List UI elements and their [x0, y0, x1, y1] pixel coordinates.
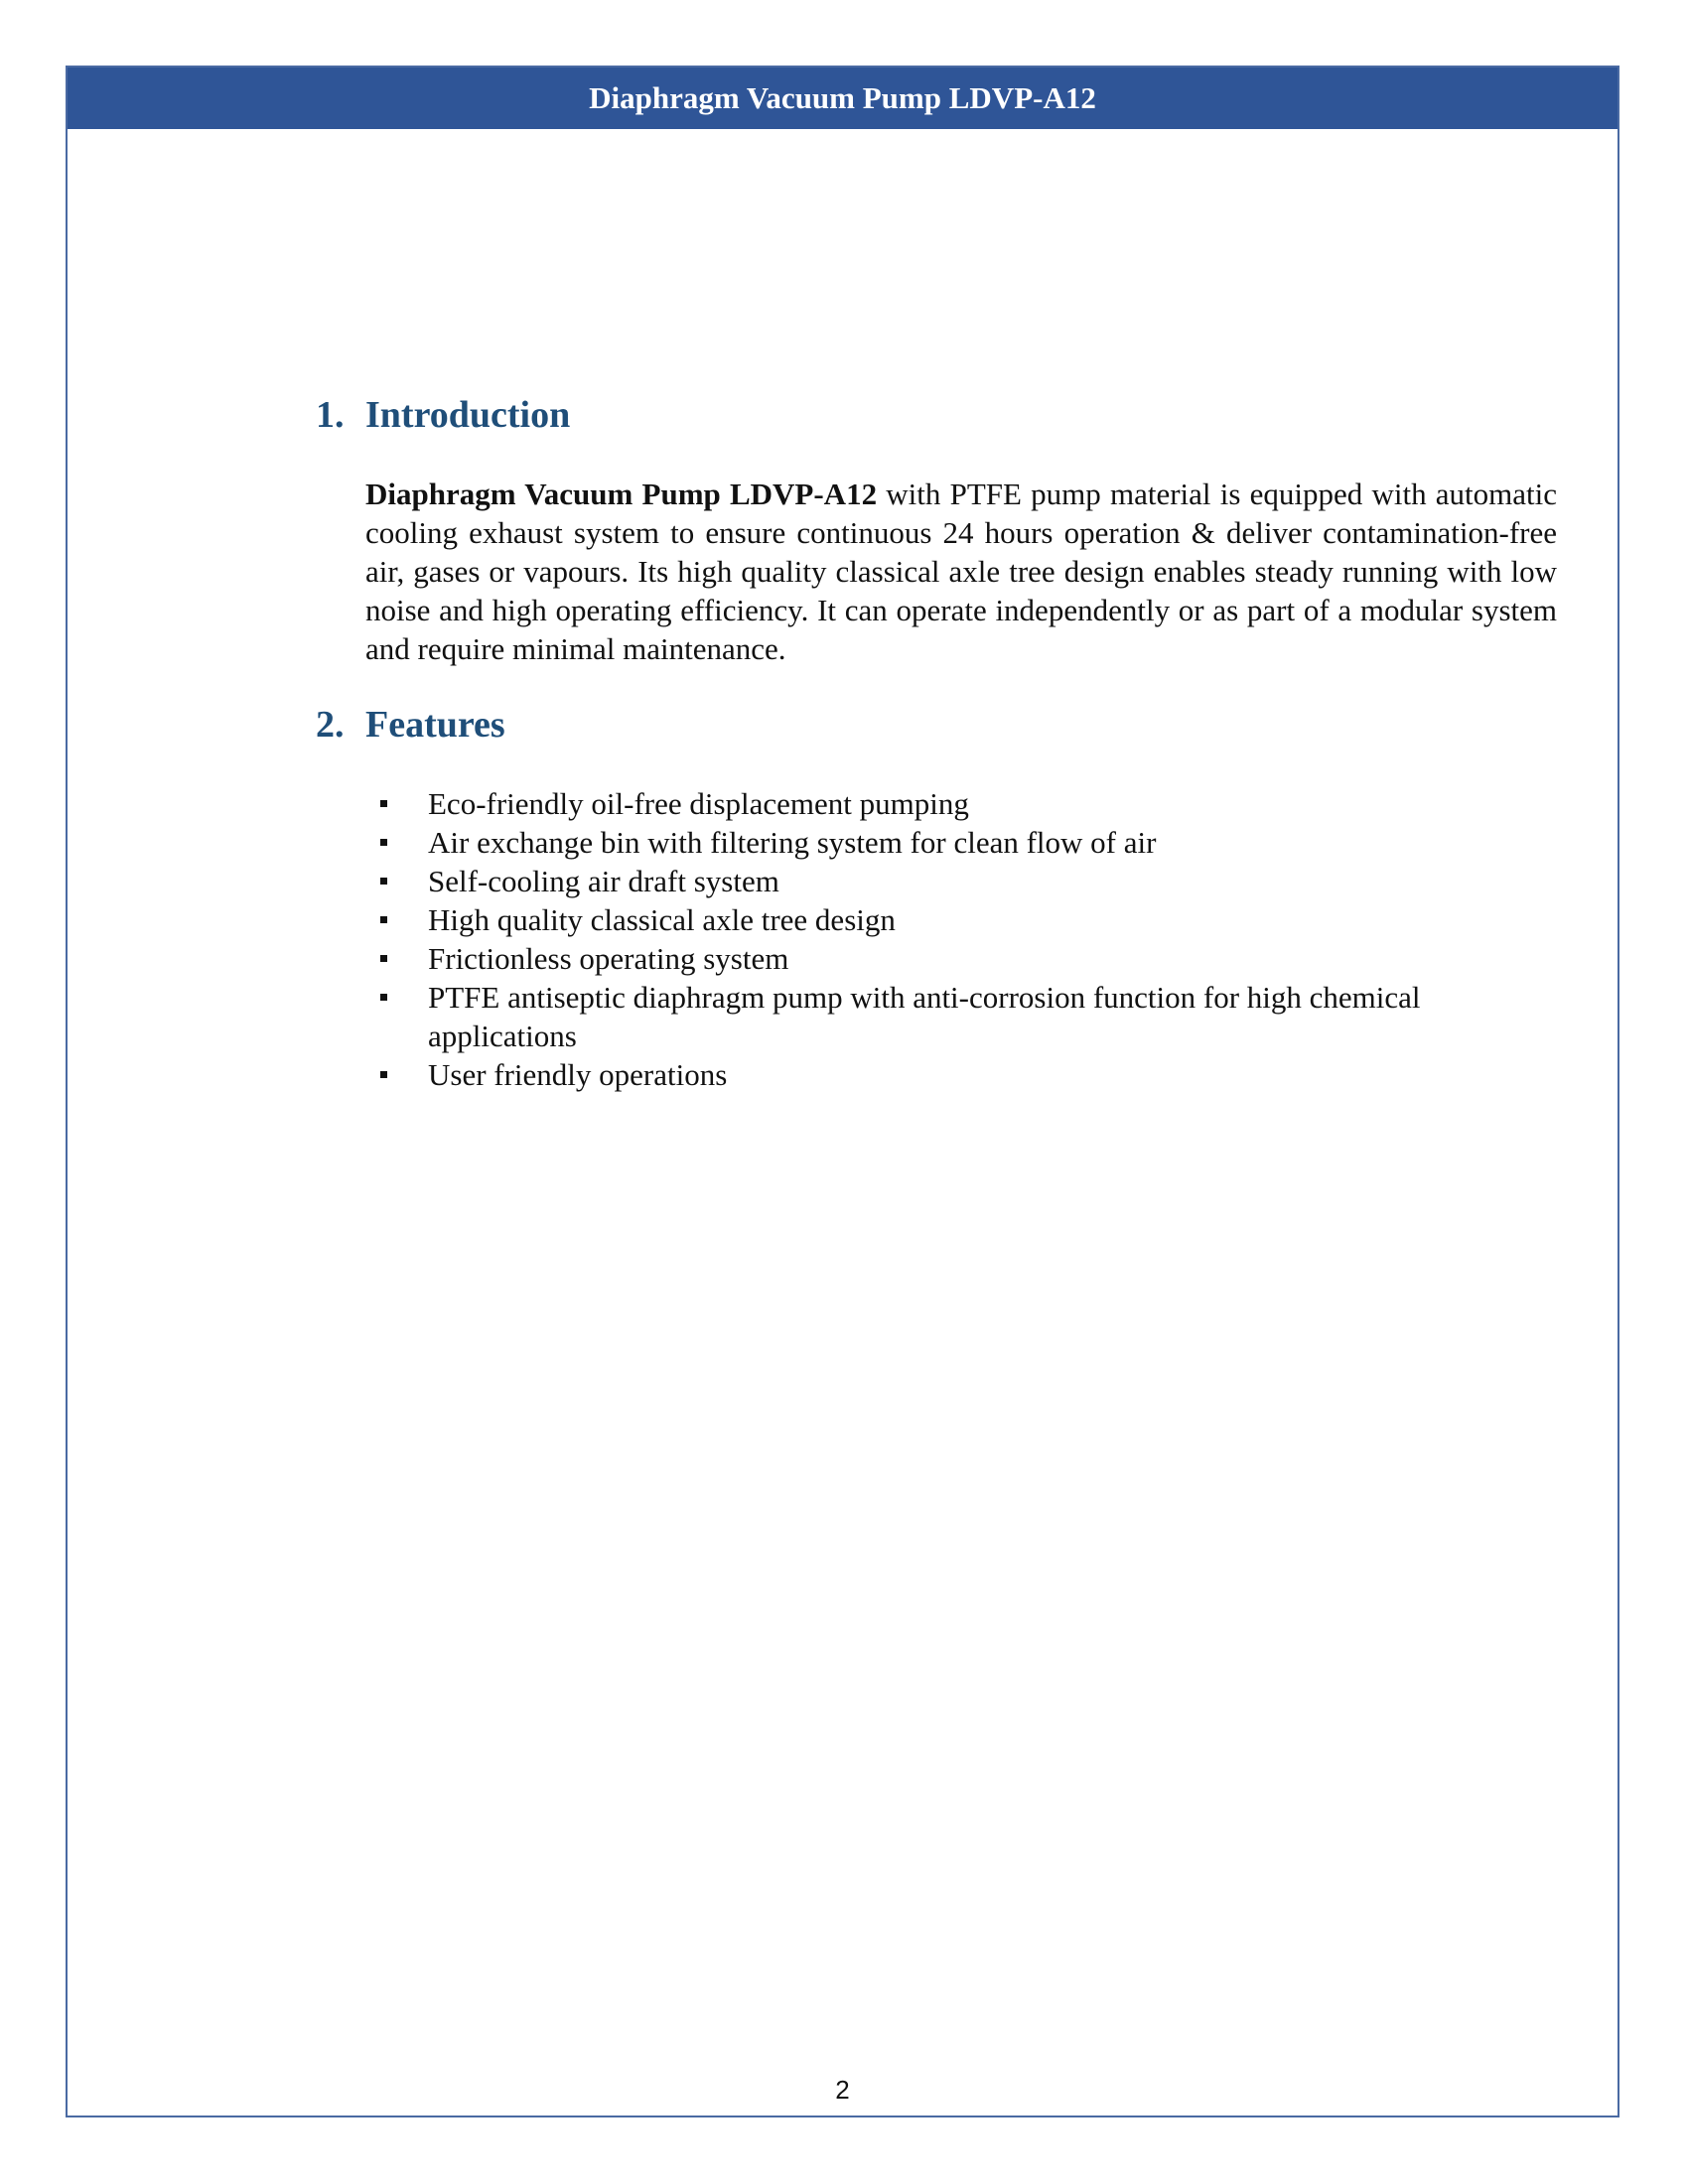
square-bullet-icon	[365, 862, 428, 900]
page-content	[316, 393, 1557, 1094]
feature-text: Self-cooling air draft system	[428, 864, 779, 898]
list-item	[365, 978, 1557, 1055]
page-number: 2	[835, 2075, 850, 2105]
section-number: 2.	[316, 704, 345, 746]
feature-list	[365, 784, 1557, 1094]
list-item	[365, 1055, 1557, 1094]
section-heading-features	[316, 703, 1557, 747]
list-item	[365, 823, 1557, 862]
introduction-paragraph	[365, 475, 1557, 668]
square-bullet-icon	[365, 939, 428, 978]
feature-text: High quality classical axle tree design	[428, 902, 896, 937]
feature-text: Frictionless operating system	[428, 941, 789, 976]
feature-text: User friendly operations	[428, 1057, 728, 1092]
feature-text: Eco-friendly oil-free displacement pumping	[428, 786, 969, 821]
section-number: 1.	[316, 394, 345, 436]
page-frame	[66, 66, 1619, 2117]
square-bullet-icon	[365, 1055, 428, 1094]
document-header: Diaphragm Vacuum Pump LDVP-A12	[68, 68, 1618, 129]
square-bullet-icon	[365, 823, 428, 862]
feature-text: PTFE antiseptic diaphragm pump with anti-corrosion function for high chemical applications	[428, 980, 1421, 1053]
list-item	[365, 900, 1557, 939]
square-bullet-icon	[365, 784, 428, 823]
product-name: Diaphragm Vacuum Pump LDVP-A12	[365, 477, 878, 511]
square-bullet-icon	[365, 900, 428, 939]
list-item	[365, 939, 1557, 978]
section-title: Introduction	[365, 394, 571, 436]
introduction-text: with PTFE pump material is equipped with automatic cooling exhaust system to ensure continuous 24 hours operation & deliver contamination-free air, gases or vapours. Its high quality classical axle tree design enables steady running with low noise and high operating efficiency. It can operate independently or as part of a modular system and require minimal maintenance.	[365, 477, 1558, 666]
square-bullet-icon	[365, 978, 428, 1017]
list-item	[365, 784, 1557, 823]
feature-text: Air exchange bin with filtering system for clean flow of air	[428, 825, 1157, 860]
section-heading-introduction	[316, 393, 1557, 437]
section-title: Features	[365, 704, 505, 746]
list-item	[365, 862, 1557, 900]
